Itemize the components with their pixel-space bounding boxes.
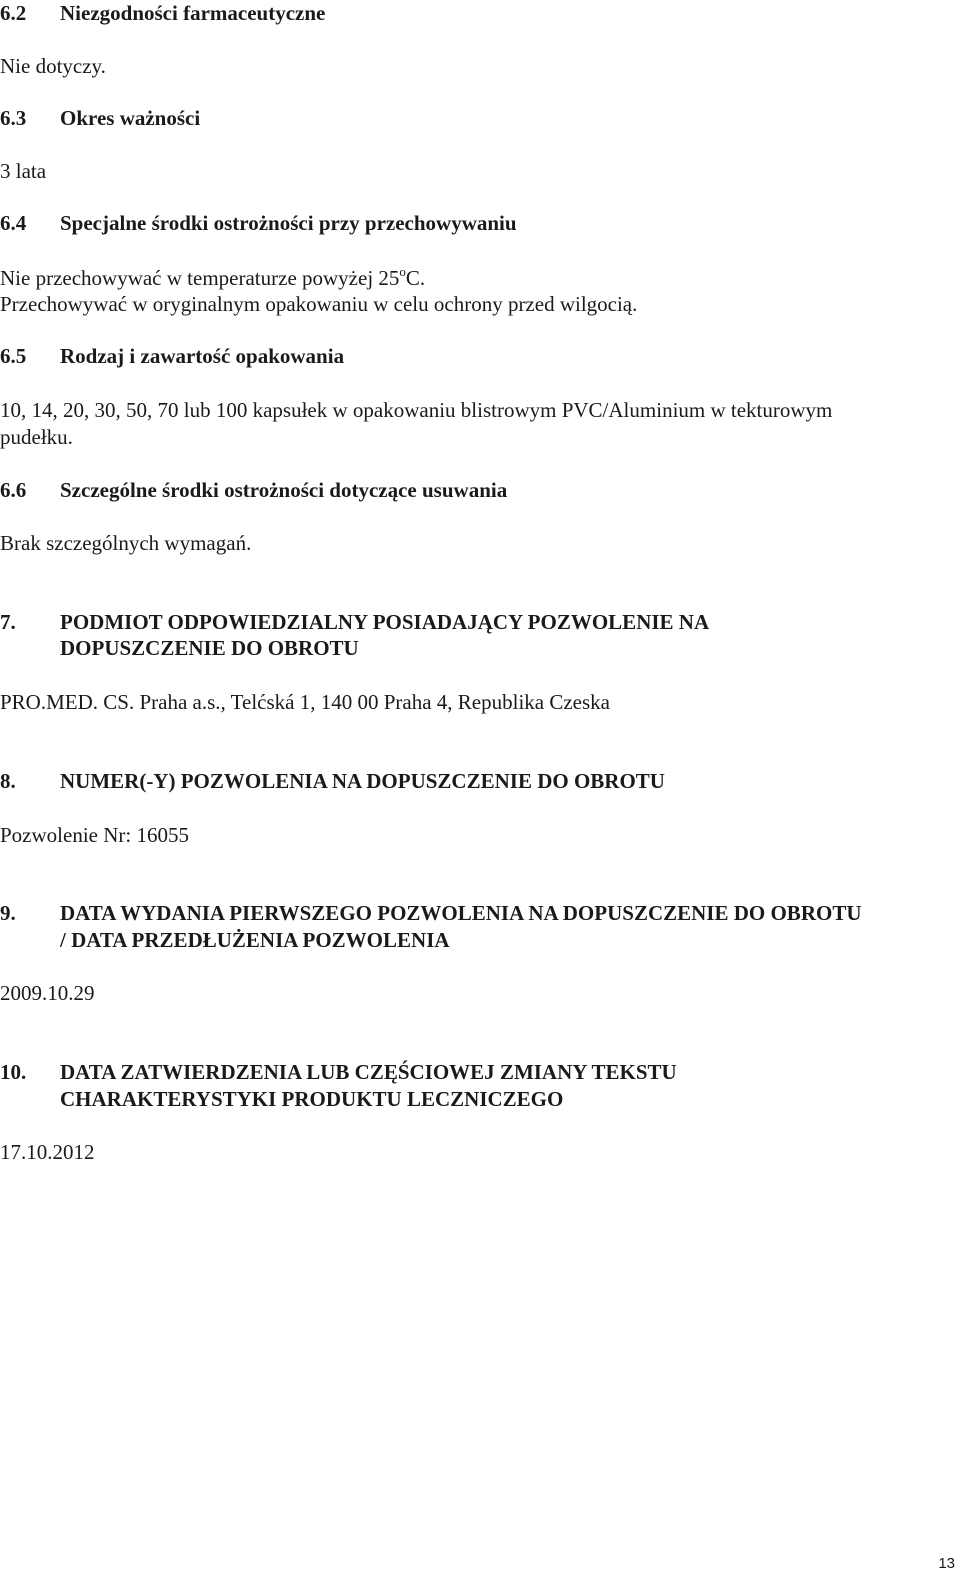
page-number: 13 <box>938 1555 955 1572</box>
section-6-4-number: 6.4 <box>0 211 27 235</box>
section-8-number: 8. <box>0 769 16 793</box>
section-6-3-body: 3 lata <box>0 159 47 183</box>
section-6-5-number: 6.5 <box>0 344 27 368</box>
section-6-3-heading: Okres ważności <box>60 106 201 130</box>
storage-temp-text: Nie przechowywać w temperaturze powyżej 25 <box>0 266 400 290</box>
section-6-3-number: 6.3 <box>0 106 27 130</box>
section-9-heading-line-2: / DATA PRZEDŁUŻENIA POZWOLENIA <box>60 928 450 952</box>
section-7-number: 7. <box>0 610 16 634</box>
section-9-heading-line-1: DATA WYDANIA PIERWSZEGO POZWOLENIA NA DOPUSZCZENIE DO OBROTU <box>60 901 862 925</box>
section-6-6-number: 6.6 <box>0 478 27 502</box>
storage-temp-unit: C. <box>405 266 426 290</box>
section-6-2-heading: Niezgodności farmaceutyczne <box>60 1 326 25</box>
section-7-body: PRO.MED. CS. Praha a.s., Telćská 1, 140 00 Praha 4, Republika Czeska <box>0 690 610 714</box>
section-7-heading-line-2: DOPUSZCZENIE DO OBROTU <box>60 636 359 660</box>
section-10-body: 17.10.2012 <box>0 1140 95 1164</box>
section-6-5-heading: Rodzaj i zawartość opakowania <box>60 344 345 368</box>
section-6-5-body-line-2: pudełku. <box>0 425 73 449</box>
section-10-heading-line-2: CHARAKTERYSTYKI PRODUKTU LECZNICZEGO <box>60 1087 564 1111</box>
section-8-heading: NUMER(-Y) POZWOLENIA NA DOPUSZCZENIE DO OBROTU <box>60 769 665 793</box>
section-7-heading-line-1: PODMIOT ODPOWIEDZIALNY POSIADAJĄCY POZWOLENIE NA <box>60 610 710 634</box>
section-9-body: 2009.10.29 <box>0 981 95 1005</box>
section-6-6-heading: Szczególne środki ostrożności dotyczące usuwania <box>60 478 508 502</box>
section-8-body: Pozwolenie Nr: 16055 <box>0 823 189 847</box>
section-6-4-body-line-1 <box>0 265 425 291</box>
degree-superscript: o <box>399 264 406 279</box>
section-6-2-number: 6.2 <box>0 1 27 25</box>
section-6-2-body: Nie dotyczy. <box>0 54 106 78</box>
section-10-number: 10. <box>0 1060 27 1084</box>
section-6-6-body: Brak szczególnych wymagań. <box>0 531 252 555</box>
section-9-number: 9. <box>0 901 16 925</box>
section-6-4-body-line-2: Przechowywać w oryginalnym opakowaniu w celu ochrony przed wilgocią. <box>0 292 638 316</box>
section-6-4-heading: Specjalne środki ostrożności przy przechowywaniu <box>60 211 517 235</box>
section-10-heading-line-1: DATA ZATWIERDZENIA LUB CZĘŚCIOWEJ ZMIANY TEKSTU <box>60 1060 677 1084</box>
section-6-5-body-line-1: 10, 14, 20, 30, 50, 70 lub 100 kapsułek w opakowaniu blistrowym PVC/Aluminium w tekturowym <box>0 398 833 422</box>
